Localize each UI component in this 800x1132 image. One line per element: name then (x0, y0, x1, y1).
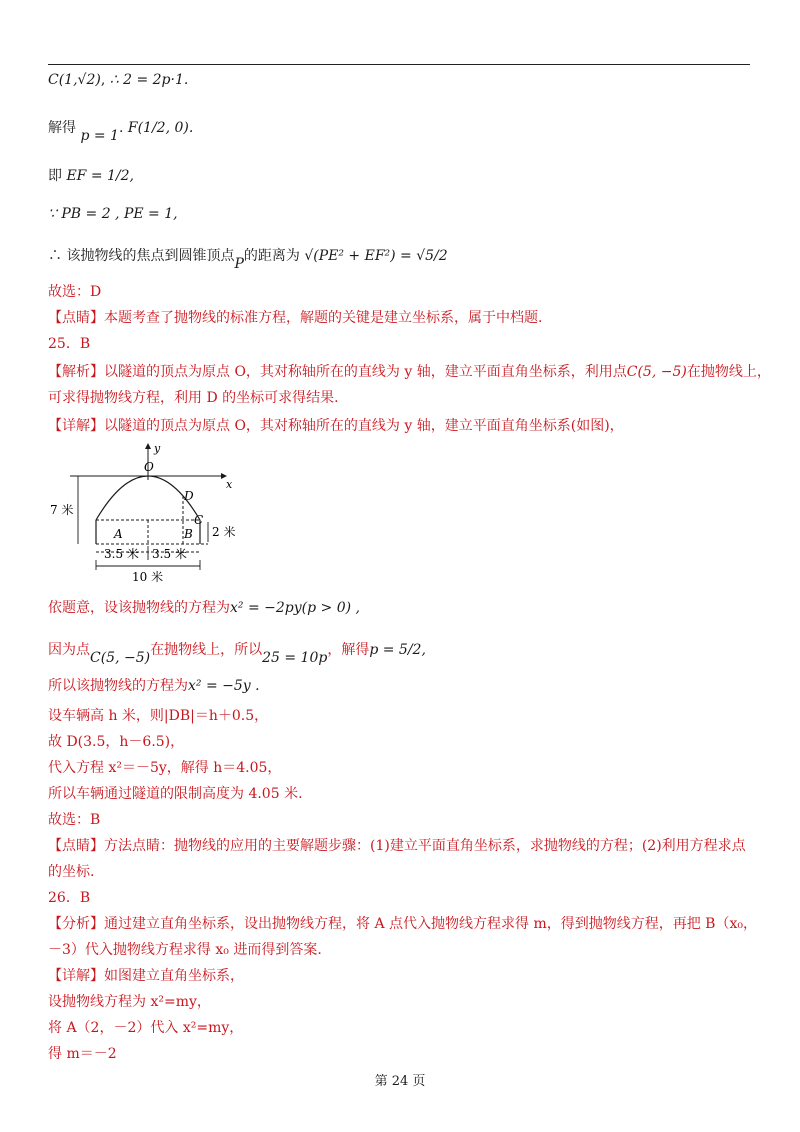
q24-line2: 解得 p = 1. F(1/2, 0). (48, 120, 194, 144)
q25-analysis-text: 【解析】以隧道的顶点为原点 O，其对称轴所在的直线为 y 轴，建立平面直角坐标系，利用点 (48, 364, 627, 380)
q24-conclusion-prefix: ∴ 该抛物线的焦点到圆锥顶点 (48, 248, 235, 264)
q25-choice: 故选：B (48, 812, 101, 828)
tunnel-figure (48, 440, 268, 588)
q25-step7: 所以车辆通过隧道的限制高度为 4.05 米. (48, 786, 303, 802)
q25-step6: 代入方程 x²＝－5y，解得 h＝4.05， (48, 760, 282, 776)
q25-step2-prefix: 因为点 (48, 642, 90, 658)
q24-point-p: P (234, 256, 244, 272)
q25-step2-mid: 在抛物线上，所以 (150, 642, 263, 658)
q24-ji-label: 即 (48, 168, 62, 184)
q24-ef: EF = 1/2, (66, 168, 134, 184)
q24-distance-expr: √(PE² + EF²) = √5/2 (304, 248, 448, 264)
page-footer: 第 24 页 (374, 1074, 426, 1089)
q25-comment-line1: 【点睛】方法点睛：抛物线的应用的主要解题步骤：(1)建立平面直角坐标系，求抛物线的方程；(2)利用方程求点 (48, 838, 746, 854)
y-axis-label: y (154, 442, 161, 455)
q25-step3 (48, 676, 260, 696)
height-label: 7 米 (50, 503, 74, 517)
point-a-label: A (114, 527, 123, 541)
q24-solve-label: 解得 (48, 120, 76, 136)
q25-analysis-point: C(5, −5) (626, 364, 687, 380)
q25-number: 25．B (48, 336, 91, 352)
q26-step1: 设抛物线方程为 x²=my， (48, 994, 211, 1010)
q25-step1-text: 依题意，设该抛物线的方程为 (48, 600, 230, 616)
header-rule (48, 64, 750, 65)
q25-step2 (48, 640, 426, 666)
q25-step1 (48, 598, 360, 618)
q25-step4: 设车辆高 h 米，则|DB|＝h＋0.5， (48, 708, 269, 724)
q26-step3: 得 m＝－2 (48, 1046, 117, 1062)
q25-step2-eq: 25 = 10p (262, 650, 328, 666)
c-height-label: 2 米 (212, 525, 236, 539)
point-d-label: D (184, 489, 194, 503)
q25-analysis-end: 在抛物线上， (686, 364, 771, 380)
half-left-label: 3.5 米 (104, 547, 139, 561)
q25-analysis-line1 (48, 362, 771, 382)
point-b-label: B (184, 527, 193, 541)
half-right-label: 3.5 米 (152, 547, 187, 561)
q26-detail: 【详解】如图建立直角坐标系， (48, 968, 244, 984)
origin-label: O (144, 460, 154, 474)
q24-line3 (48, 166, 134, 186)
q25-step5: 故 D(3.5，h－6.5)， (48, 734, 185, 750)
q26-number: 26．B (48, 890, 91, 906)
q24-comment: 【点睛】本题考查了抛物线的标准方程，解题的关键是建立坐标系，属于中档题. (48, 310, 543, 326)
q24-point-c: C(1,√2) (48, 72, 101, 88)
q24-p-value: p = 1 (80, 128, 119, 144)
point-c-label: C (194, 513, 204, 527)
q25-detail: 【详解】以隧道的顶点为原点 O，其对称轴所在的直线为 y 轴，建立平面直角坐标系(如图)， (48, 418, 624, 434)
width-label: 10 米 (132, 570, 164, 584)
q24-line4 (48, 204, 178, 224)
q25-step3-eq: x² = −5y . (188, 678, 260, 694)
q25-analysis-line2: 可求得抛物线方程，利用 D 的坐标可求得结果. (48, 390, 339, 406)
q25-step3-text: 所以该抛物线的方程为 (48, 678, 188, 694)
q24-choice: 故选：D (48, 284, 102, 300)
q25-step2-solve: ，解得 (327, 642, 370, 658)
q24-conclusion-mid: 的距离为 (243, 248, 300, 264)
x-axis-label: x (226, 478, 233, 491)
q24-given: ∵ PB = 2 , PE = 1, (48, 206, 178, 222)
q24-line5 (48, 246, 448, 272)
q25-comment-line2: 的坐标. (48, 864, 95, 880)
q26-step2: 将 A（2，－2）代入 x²=my， (48, 1020, 244, 1036)
q26-analysis-line2: －3）代入抛物线方程求得 x₀ 进而得到答案. (48, 942, 322, 958)
q25-step2-point: C(5, −5) (90, 650, 151, 666)
q25-step2-p: p = 5/2, (369, 642, 426, 658)
q24-equation: ∴ 2 = 2p·1. (109, 72, 189, 88)
q24-focus: F(1/2, 0). (127, 120, 194, 136)
q25-step1-eq: x² = −2py(p > 0) , (230, 600, 360, 616)
q26-analysis-line1: 【分析】通过建立直角坐标系，设出抛物线方程，将 A 点代入抛物线方程求得 m，得到抛物线方程，再把 B（x₀， (48, 916, 757, 932)
q24-line1: C(1,√2), ∴ 2 = 2p·1. (48, 72, 189, 88)
